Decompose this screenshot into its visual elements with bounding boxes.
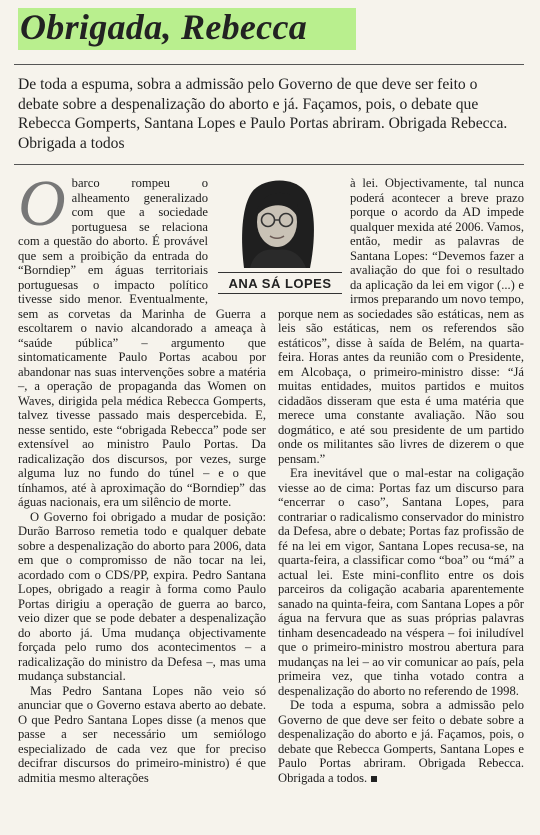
paragraph-left-2: O Governo foi obrigado a mudar de posição: Durão Barroso remetia todo e qualquer debate sobre a despenalização do aborto para 2006, data em que o compromisso de não tocar na lei, acordado com o CDS/PP, expira. Pedro Santana Lopes, obrigado a reagir à forma como Paulo Portas dirigiu a operação de guerra ao barco, veio dizer que se pode debater a despenalização do aborto já. Uma mudança objectivamente forçada pelo rumo dos acontecimentos – a radicalização do ministro da Defesa –, mas uma mudança substancial. [18,509,266,683]
paragraph-right-3-text: De toda a espuma, sobra a admissão pelo Governo de que deve ser feito o debate sobre a despenalização do aborto e já. Façamos, pois, o debate que Rebecca Gomperts, Santana Lopes e Paulo Portas abriram. Obrigada Rebecca. Obrigada a todos. [278,698,524,785]
headline: Obrigada, Rebecca [20,7,308,47]
drop-cap: O [18,167,66,240]
paragraph-right-1: à lei. Objectivamente, tal nunca poderá acontecer a breve prazo porque o acordo da AD impede qualquer mexida até 2006. Vamos, então, medir as palavras de Santana Lopes: “Devemos fazer a avaliação do que foi o resultado da aplicação da lei em vigor (...) e irmos preparando um novo tempo, porque nem as sociedades são estáticas, nem as leis são estáticas, nem os referendos são estáticos”, disse à saída de Belém, na quarta-feira. Horas antes da reunião com o Presidente, em Alcobaça, o primeiro-ministro disse: “Já muitas entidades, muitos partidos e muitos cidadãos disseram que esta é uma matéria que merece uma constante avaliação. Não sou dogmático, e até sou presidente de um partido onde os militantes são livres de dizerem o que pensam.” [278,176,524,466]
lead-paragraph: De toda a espuma, sobra a admissão pelo Governo de que deve ser feito o debate sobre a despenalização do aborto e já. Façamos, pois, o debate que Rebecca Gomperts, Santana Lopes e Paulo Portas abriram. Obrigada Rebecca. Obrigada a todos [18,76,508,152]
top-rule [14,64,524,65]
end-mark [371,776,377,782]
paragraph-left-3: Mas Pedro Santana Lopes não veio só anunciar que o Governo estava aberto ao debate. O que Pedro Santana Lopes disse (a menos que passe a ser necessário um semiólogo especializado de cada vez que for preciso decifrar discursos do primeiro-ministro) é que admitia mesmo alterações [18,683,266,785]
author-byline: ANA SÁ LOPES [218,272,342,294]
paragraph-left-1-text: barco rompeu o alheamento generalizado com que a sociedade portuguesa se relaciona com a questão do aborto. É provável que sem a proibição da entrada do “Borndiep” em águas territoriais portuguesas o impacto político tivesse sido menor. Eventualmente, sem as corvetas da Marinha de Guerra a escoltarem o navio alcandorado a ameaça à “saúde pública” – argumento que sintomaticamente Paulo Portas acabou por abandonar nas suas intervenções sobre a matéria –, a operação de propaganda das Women on Waves, dirigida pela médica Rebecca Gomperts, talvez tivesse passado mais despercebida. E, nesse sentido, este “obrigada Rebecca” pode ser extensível ao ministro Paulo Portas. Da radicalização dos discursos, por vezes, surge alguma luz no fundo do túnel – e o que tínhamos, até à aproximação do “Borndiep” das águas nacionais, era um silêncio de morte. [18,176,266,509]
lead-rule [14,164,524,165]
paragraph-right-3 [278,698,524,785]
paragraph-right-2: Era inevitável que o mal-estar na coligação viesse ao de cima: Portas faz um discurso para “encerrar o caso”, Santana Lopes, para contrariar o radicalismo conservador do ministro da Defesa, abre o debate; Portas faz profissão de fé na lei em vigor, Santana Lopes recusa-se, na quarta-feira, a classificar como “boa” ou “má” a actual lei. Este mini-conflito entre os dois parceiros da coligação acabaria aparentemente sanado na quinta-feira, com Santana Lopes a pôr água na fervura que as suas próprias palavras tinham desencadeado na véspera – foi iniludível que o primeiro-ministro mostrou abertura para mudanças na lei – ao vir comunicar ao país, pela primeira vez, que tinha votado contra a despenalização do aborto no referendo de 1998. [278,466,524,698]
headline-highlight [18,8,356,50]
column-right [278,176,524,785]
